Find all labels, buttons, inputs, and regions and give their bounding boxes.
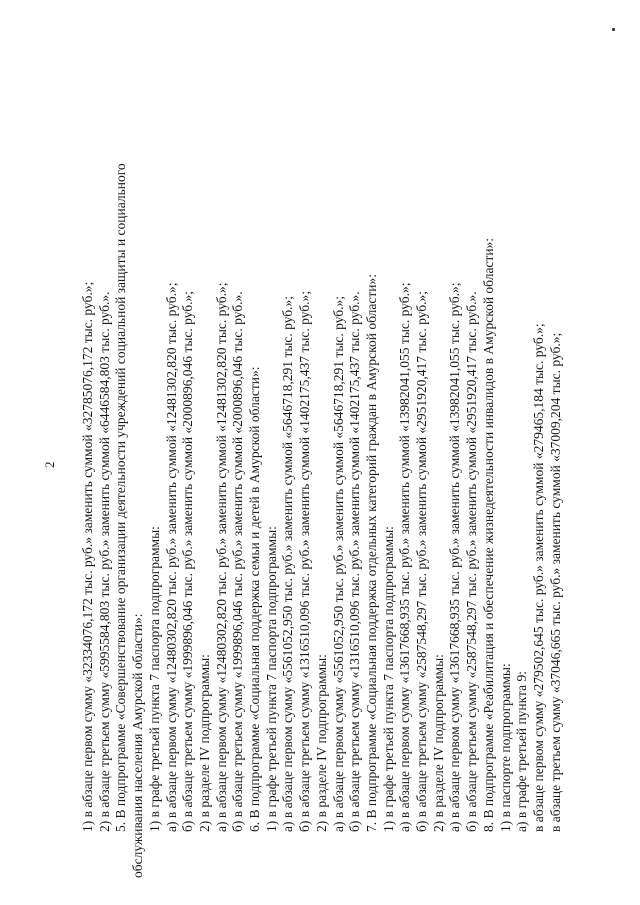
- text-line: а) в абзаце первом сумму «13617668,935 тыс. руб.» заменить суммой «13982041,055 тыс. руб.»;: [447, 282, 463, 832]
- text-line: 1) в графе третьей пункта 7 паспорта подпрограммы:: [263, 526, 279, 832]
- text-line: б) в абзаце третьем сумму «1999896,046 тыс. руб.» заменить суммой «2000896,046 тыс. руб.»;: [180, 290, 196, 832]
- text-line: а) в абзаце первом сумму «12480302,820 тыс. руб.» заменить суммой «12481302,820 тыс. руб.»;: [163, 282, 179, 832]
- text-line: 8. В подпрограмме «Реабилитация и обеспечение жизнедеятельности инвалидов в Амурской области»:: [480, 237, 496, 832]
- rotated-text-block: [42, 68, 580, 878]
- text-line: 1) в графе третьей пункта 7 паспорта подпрограммы:: [380, 526, 396, 832]
- text-line: 7. В подпрограмме «Социальная поддержка отдельных категорий граждан в Амурской области»:: [363, 274, 379, 832]
- text-line: а) в абзаце первом сумму «5561052,950 тыс. руб.» заменить суммой «5646718,291 тыс. руб.»;: [280, 295, 296, 832]
- text-line: 5. В подпрограмме «Совершенствование организации деятельности учреждений социальной защиты и социального: [113, 163, 129, 832]
- text-line: б) в абзаце третьем сумму «2587548,297 тыс. руб.» заменить суммой «2951920,417 тыс. руб.».: [464, 291, 480, 832]
- text-line: б) в абзаце третьем сумму «1999896,046 тыс. руб.» заменить суммой «2000896,046 тыс. руб.».: [230, 291, 246, 832]
- text-line: в абзаце третьем сумму «37046,665 тыс. руб.» заменить суммой «37009,204 тыс. руб.»;: [547, 332, 563, 832]
- text-line: 2) в абзаце третьем сумму «5995584,803 тыс. руб.» заменить суммой «6446584,803 тыс. руб.».: [96, 291, 112, 832]
- text-line: б) в абзаце третьем сумму «2587548,297 тыс. руб.» заменить суммой «2951920,417 тыс. руб.»;: [414, 290, 430, 832]
- text-line: б) в абзаце третьем сумму «1316510,096 тыс. руб.» заменить суммой «1402175,437 тыс. руб.».: [347, 291, 363, 832]
- text-line: 2) в разделе IV подпрограммы:: [313, 654, 329, 832]
- text-line: 6. В подпрограмме «Социальная поддержка семьи и детей в Амурской области»:: [247, 366, 263, 832]
- text-line: 1) в графе третьей пункта 7 паспорта подпрограммы:: [146, 526, 162, 832]
- text-line: обслуживания населения Амурской области»:: [130, 613, 146, 878]
- text-line: 1) в паспорте подпрограммы:: [497, 663, 513, 832]
- text-line: б) в абзаце третьем сумму «1316510,096 тыс. руб.» заменить суммой «1402175,437 тыс. руб.»;: [297, 290, 313, 832]
- text-line: 2) в разделе IV подпрограммы:: [196, 654, 212, 832]
- text-line: а) в абзаце первом сумму «12480302,820 тыс. руб.» заменить суммой «12481302,820 тыс. руб.»;: [213, 282, 229, 832]
- text-line: 2) в разделе IV подпрограммы:: [430, 654, 446, 832]
- text-line: а) в графе третьей пункта 9:: [514, 671, 530, 832]
- page-number: 2: [42, 461, 57, 468]
- text-line: в абзаце первом сумму «279502,645 тыс. руб.» заменить суммой «279465,184 тыс. руб.»;: [530, 323, 546, 832]
- scan-speck: [612, 28, 615, 31]
- text-line: а) в абзаце первом сумму «5561052,950 тыс. руб.» заменить суммой «5646718,291 тыс. руб.»;: [330, 295, 346, 832]
- text-line: 1) в абзаце первом сумму «32334076,172 тыс. руб.» заменить суммой «32785076,172 тыс. руб.»;: [80, 281, 95, 832]
- text-line: а) в абзаце первом сумму «13617668,935 тыс. руб.» заменить суммой «13982041,055 тыс. руб.»;: [397, 282, 413, 832]
